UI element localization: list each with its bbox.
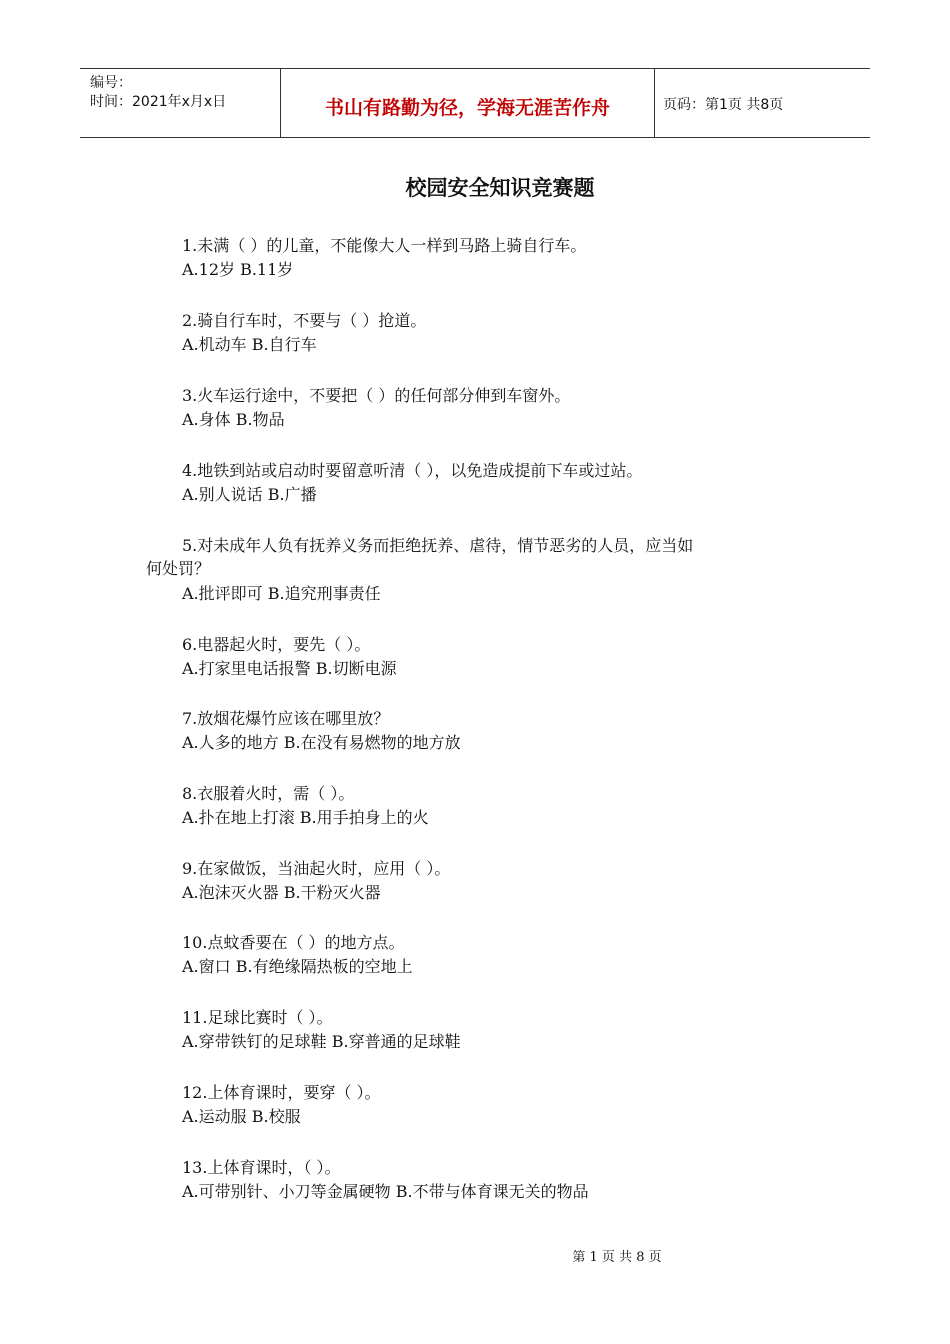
header-motto: 书山有路勤为径，学海无涯苦作舟 bbox=[324, 97, 610, 119]
question-5-continued: 何处罚？ bbox=[146, 559, 211, 578]
question-13: 13.上体育课时，（ ）。 bbox=[182, 1158, 341, 1177]
header-page-cell bbox=[654, 69, 870, 137]
answer-options-9: A.泡沫灭火器 B.干粉灭火器 bbox=[182, 883, 381, 902]
answer-options-7: A.人多的地方 B.在没有易燃物的地方放 bbox=[182, 733, 461, 752]
question-11: 11.足球比赛时（ ）。 bbox=[182, 1008, 333, 1027]
question-12: 12.上体育课时，要穿（ ）。 bbox=[182, 1083, 381, 1102]
document-time-label: 时间：2021年x月x日 bbox=[90, 94, 227, 110]
answer-options-13: A.可带别针、小刀等金属硬物 B.不带与体育课无关的物品 bbox=[182, 1182, 589, 1201]
answer-options-2: A.机动车 B.自行车 bbox=[182, 335, 317, 354]
answer-options-12: A.运动服 B.校服 bbox=[182, 1107, 301, 1126]
question-6: 6.电器起火时，要先（ ）。 bbox=[182, 635, 371, 654]
question-10: 10.点蚊香要在（ ）的地方点。 bbox=[182, 933, 405, 952]
page-header bbox=[80, 68, 870, 138]
question-4: 4.地铁到站或启动时要留意听清（ ），以免造成提前下车或过站。 bbox=[182, 461, 643, 480]
answer-options-5: A.批评即可 B.追究刑事责任 bbox=[182, 584, 381, 603]
answer-options-3: A.身体 B.物品 bbox=[182, 410, 285, 429]
answer-options-4: A.别人说话 B.广播 bbox=[182, 485, 317, 504]
question-2: 2.骑自行车时，不要与（ ）抢道。 bbox=[182, 311, 427, 330]
question-8: 8.衣服着火时，需（ ）。 bbox=[182, 784, 355, 803]
answer-options-10: A.窗口 B.有绝缘隔热板的空地上 bbox=[182, 957, 413, 976]
question-1: 1.未满（ ）的儿童，不能像大人一样到马路上骑自行车。 bbox=[182, 236, 587, 255]
page-title: 校园安全知识竞赛题 bbox=[405, 175, 595, 200]
header-page-info: 页码：第1页 共8页 bbox=[663, 97, 784, 113]
answer-options-1: A.12岁 B.11岁 bbox=[182, 260, 294, 279]
document-number-label: 编号： bbox=[90, 75, 132, 91]
question-5: 5.对未成年人负有抚养义务而拒绝抚养、虐待，情节恶劣的人员，应当如 bbox=[182, 536, 694, 555]
question-9: 9.在家做饭，当油起火时，应用（ ）。 bbox=[182, 859, 451, 878]
answer-options-6: A.打家里电话报警 B.切断电源 bbox=[182, 659, 397, 678]
answer-options-11: A.穿带铁钉的足球鞋 B.穿普通的足球鞋 bbox=[182, 1032, 461, 1051]
page-footer: 第 1 页 共 8 页 bbox=[572, 1250, 662, 1265]
answer-options-8: A.扑在地上打滚 B.用手拍身上的火 bbox=[182, 808, 429, 827]
question-7: 7.放烟花爆竹应该在哪里放？ bbox=[182, 709, 390, 728]
header-meta-cell bbox=[80, 69, 280, 137]
question-3: 3.火车运行途中，不要把（ ）的任何部分伸到车窗外。 bbox=[182, 386, 571, 405]
header-motto-cell bbox=[280, 69, 655, 137]
